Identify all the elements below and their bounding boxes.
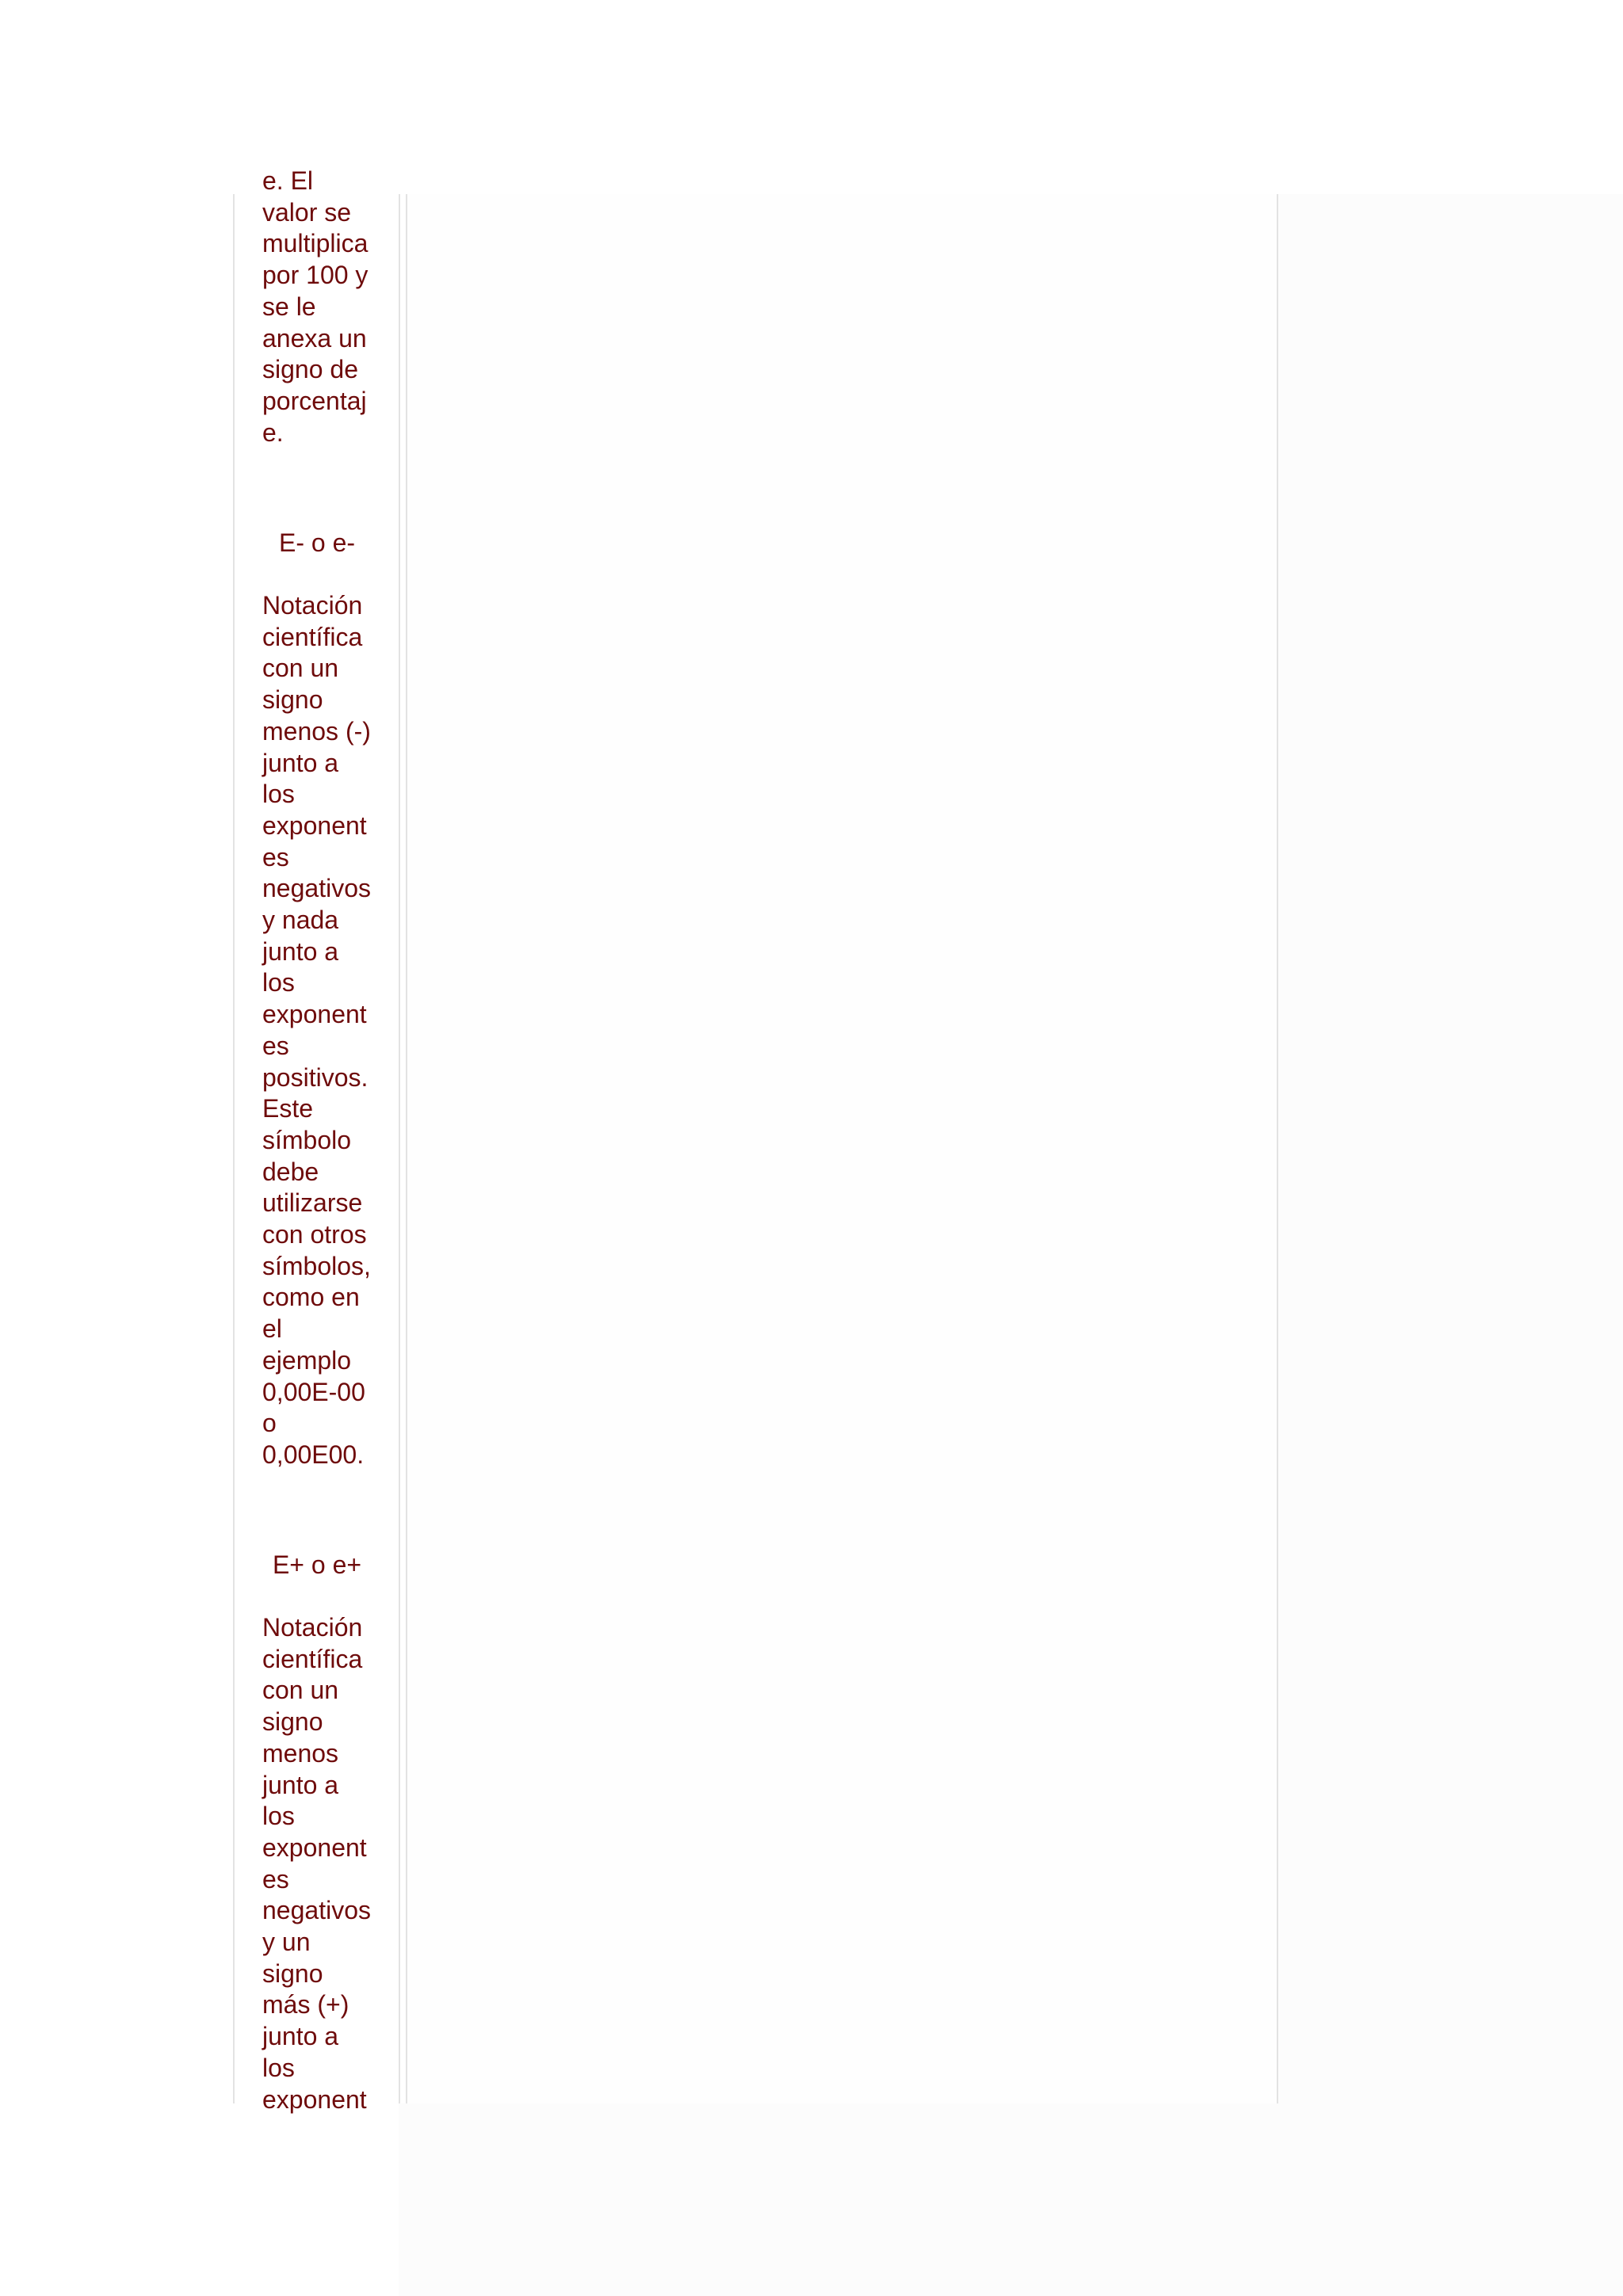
table-border-inner-double [406,194,407,2103]
cell-description-e-plus: Notación científica con un signo menos junto a los exponent es negativos y un signo más (+) junto a los exponent [262,1613,371,2114]
cell-description-percent: e. El valor se multiplica por 100 y se le anexa un signo de porcentaj e. [262,166,369,447]
table-border-inner [399,194,400,2103]
page-bottom-area [399,2103,1278,2296]
cell-description-e-minus: Notación científica con un signo menos (-) junto a los exponent es negativos y nada junto a los exponent es positivos. Este símbolo debe utilizarse con otros símbolos, como en el ejemplo 0,00E-00 o 0,00E00. [262,591,371,1469]
cell-symbol-e-plus: E+ o e+ [272,1550,362,1579]
cell-symbol-e-minus: E- o e- [278,528,356,557]
example-column [407,194,1277,2103]
table-border-right [1277,194,1278,2103]
page-right-area [1278,194,1623,2296]
table-border-left [233,194,235,2103]
